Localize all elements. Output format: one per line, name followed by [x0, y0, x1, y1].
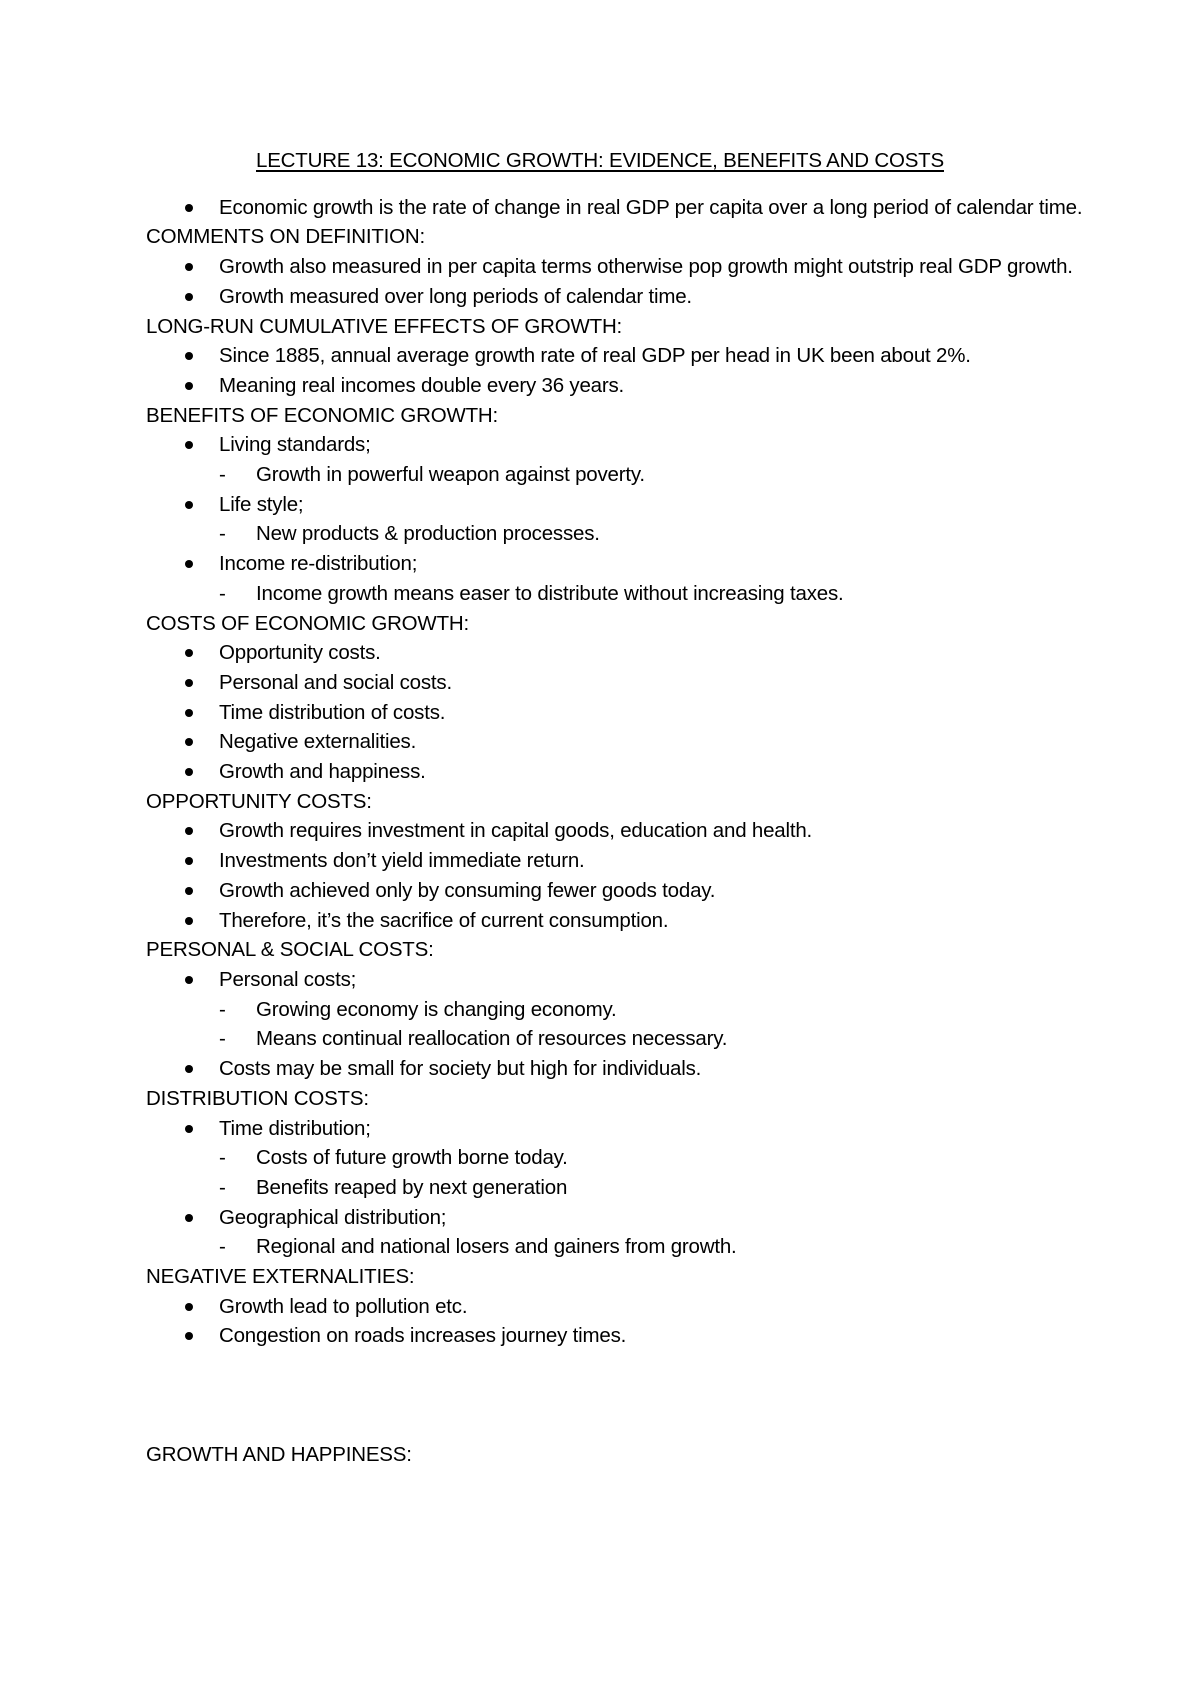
dash-subitem — [146, 519, 1090, 549]
section-heading — [146, 935, 1090, 965]
bullet-item — [146, 1114, 1090, 1144]
document-body — [146, 193, 1090, 1470]
dash-icon: - — [219, 1235, 226, 1259]
bullet-icon — [185, 1065, 193, 1073]
item-text: Income growth means easer to distribute without increasing taxes. — [256, 581, 844, 605]
bullet-icon — [185, 917, 193, 925]
section-heading — [146, 222, 1090, 252]
bullet-item — [146, 757, 1090, 787]
section-heading — [146, 1440, 1090, 1470]
item-text: Personal and social costs. — [219, 670, 452, 694]
bullet-item — [146, 1054, 1090, 1084]
item-text: COMMENTS ON DEFINITION: — [146, 225, 425, 249]
bullet-icon — [185, 738, 193, 746]
bullet-item — [146, 638, 1090, 668]
item-text: Growth also measured in per capita terms otherwise pop growth might outstrip real GDP growth. — [219, 255, 1073, 279]
section-heading — [146, 787, 1090, 817]
section-heading — [146, 1262, 1090, 1292]
bullet-icon — [185, 679, 193, 687]
item-text: Time distribution; — [219, 1116, 371, 1140]
bullet-icon — [185, 649, 193, 657]
bullet-item — [146, 668, 1090, 698]
bullet-icon — [185, 1303, 193, 1311]
dash-subitem — [146, 1143, 1090, 1173]
document-title: LECTURE 13: ECONOMIC GROWTH: EVIDENCE, BENEFITS AND COSTS — [256, 149, 944, 172]
dash-subitem — [146, 1173, 1090, 1203]
blank-space — [146, 1351, 1090, 1440]
bullet-icon — [185, 887, 193, 895]
item-text: Negative externalities. — [219, 730, 417, 754]
item-text: New products & production processes. — [256, 522, 600, 546]
dash-subitem — [146, 579, 1090, 609]
section-heading — [146, 312, 1090, 342]
item-text: Growth measured over long periods of calendar time. — [219, 284, 692, 308]
bullet-item — [146, 193, 1090, 223]
section-heading — [146, 401, 1090, 431]
item-text: PERSONAL & SOCIAL COSTS: — [146, 938, 434, 962]
item-text: OPPORTUNITY COSTS: — [146, 789, 372, 813]
item-text: DISTRIBUTION COSTS: — [146, 1086, 369, 1110]
item-text: Growth and happiness. — [219, 760, 426, 784]
item-text: Means continual reallocation of resources necessary. — [256, 1027, 728, 1051]
item-text: BENEFITS OF ECONOMIC GROWTH: — [146, 403, 499, 427]
bullet-item — [146, 906, 1090, 936]
bullet-item — [146, 1203, 1090, 1233]
dash-icon: - — [219, 522, 226, 546]
bullet-icon — [185, 1214, 193, 1222]
bullet-item — [146, 252, 1090, 282]
item-text: Economic growth is the rate of change in real GDP per capita over a long period of calendar time. — [219, 195, 1083, 219]
bullet-item — [146, 846, 1090, 876]
bullet-icon — [185, 827, 193, 835]
bullet-icon — [185, 382, 193, 390]
bullet-item — [146, 430, 1090, 460]
bullet-item — [146, 965, 1090, 995]
item-text: Growth requires investment in capital goods, education and health. — [219, 819, 813, 843]
item-text: Life style; — [219, 492, 304, 516]
bullet-item — [146, 1292, 1090, 1322]
item-text: Growth lead to pollution etc. — [219, 1294, 468, 1318]
bullet-icon — [185, 560, 193, 568]
bullet-item — [146, 549, 1090, 579]
item-text: Growing economy is changing economy. — [256, 997, 617, 1021]
bullet-item — [146, 876, 1090, 906]
bullet-icon — [185, 204, 193, 212]
bullet-icon — [185, 709, 193, 717]
dash-icon: - — [219, 1146, 226, 1170]
bullet-icon — [185, 768, 193, 776]
bullet-icon — [185, 293, 193, 301]
dash-subitem — [146, 460, 1090, 490]
item-text: Living standards; — [219, 433, 371, 457]
item-text: LONG-RUN CUMULATIVE EFFECTS OF GROWTH: — [146, 314, 623, 338]
bullet-item — [146, 490, 1090, 520]
dash-icon: - — [219, 1175, 226, 1199]
item-text: Meaning real incomes double every 36 years. — [219, 373, 625, 397]
bullet-icon — [185, 352, 193, 360]
dash-subitem — [146, 1232, 1090, 1262]
bullet-icon — [185, 976, 193, 984]
item-text: Growth achieved only by consuming fewer goods today. — [219, 878, 716, 902]
bullet-item — [146, 371, 1090, 401]
dash-icon: - — [219, 581, 226, 605]
item-text: Congestion on roads increases journey times. — [219, 1324, 627, 1348]
item-text: Geographical distribution; — [219, 1205, 447, 1229]
bullet-item — [146, 1321, 1090, 1351]
bullet-item — [146, 816, 1090, 846]
bullet-icon — [185, 1332, 193, 1340]
item-text: Since 1885, annual average growth rate of real GDP per head in UK been about 2%. — [219, 344, 971, 368]
item-text: Income re-distribution; — [219, 552, 418, 576]
item-text: Investments don’t yield immediate return. — [219, 849, 585, 873]
bullet-icon — [185, 441, 193, 449]
dash-icon: - — [219, 1027, 226, 1051]
dash-subitem — [146, 995, 1090, 1025]
dash-subitem — [146, 1024, 1090, 1054]
bullet-icon — [185, 1125, 193, 1133]
item-text: Therefore, it’s the sacrifice of current consumption. — [219, 908, 669, 932]
bullet-item — [146, 282, 1090, 312]
bullet-item — [146, 727, 1090, 757]
item-text: Costs may be small for society but high for individuals. — [219, 1057, 702, 1081]
item-text: NEGATIVE EXTERNALITIES: — [146, 1265, 415, 1289]
item-text: Costs of future growth borne today. — [256, 1146, 568, 1170]
item-text: GROWTH AND HAPPINESS: — [146, 1443, 412, 1467]
item-text: Regional and national losers and gainers from growth. — [256, 1235, 737, 1259]
item-text: Benefits reaped by next generation — [256, 1175, 568, 1199]
section-heading — [146, 609, 1090, 639]
dash-icon: - — [219, 997, 226, 1021]
item-text: Personal costs; — [219, 967, 357, 991]
bullet-item — [146, 698, 1090, 728]
bullet-icon — [185, 857, 193, 865]
bullet-item — [146, 341, 1090, 371]
item-text: Growth in powerful weapon against poverty. — [256, 463, 645, 487]
bullet-icon — [185, 501, 193, 509]
bullet-icon — [185, 263, 193, 271]
section-heading — [146, 1084, 1090, 1114]
dash-icon: - — [219, 463, 226, 487]
item-text: COSTS OF ECONOMIC GROWTH: — [146, 611, 469, 635]
item-text: Opportunity costs. — [219, 641, 381, 665]
item-text: Time distribution of costs. — [219, 700, 446, 724]
